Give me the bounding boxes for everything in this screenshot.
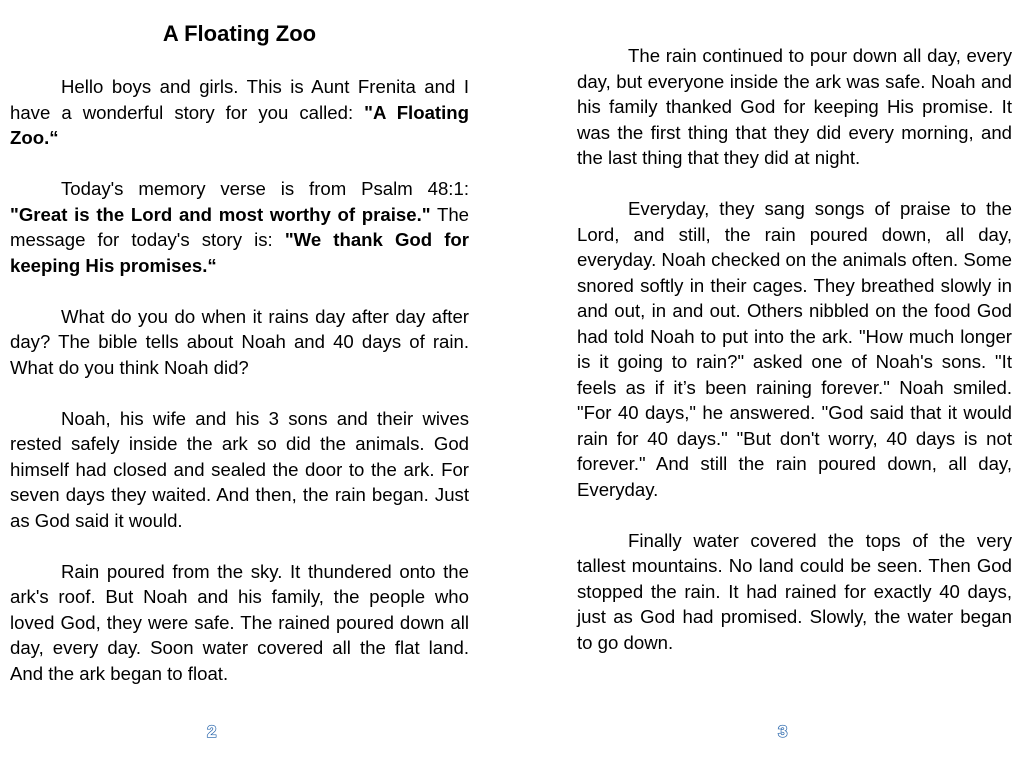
memory-verse-paragraph	[10, 176, 469, 278]
left-column	[10, 74, 469, 686]
intro-text: Hello boys and girls. This is Aunt Frenita and I have a wonderful story for you called:	[10, 76, 469, 123]
safe-paragraph: The rain continued to pour down all day, every day, but everyone inside the ark was safe. Noah and his family thanked God for keeping His promise. It was the first thing that they did every morning, and the last thing that they did at night.	[577, 45, 1012, 168]
message-intro: The message for today's story is:	[10, 203, 469, 250]
page-number-right: 3	[778, 722, 788, 741]
praise-paragraph: Everyday, they sang songs of praise to the Lord, and still, the rain poured down, all day, everyday. Noah checked on the animals often. Some snored softly in their cages. They breathed slowly in and out, in and out. Others nibbled on the food God had told Noah to put into the ark. "How much longer is it going to rain?" asked one of Noah's sons. "It feels as if it’s been raining forever." Noah smiled. "For 40 days," he answered. "God said that it would rain for 40 days." "But don't worry, 40 days is not forever." And still the rain poured down, all day, Everyday.	[577, 198, 1012, 500]
page-number-left: 2	[207, 722, 217, 741]
finally-paragraph: Finally water covered the tops of the very tallest mountains. No land could be seen. Then God stopped the rain. It had rained for exactly 40 days, just as God had promised. Slowly, the water began to go down.	[577, 529, 1012, 653]
intro-paragraph	[10, 74, 469, 151]
right-page	[577, 0, 1012, 768]
right-column	[577, 43, 1012, 655]
message-bold: "We thank God for keeping His promises.“	[10, 229, 469, 276]
story-title: A Floating Zoo	[162, 21, 317, 46]
ark-paragraph: Noah, his wife and his 3 sons and their wives rested safely inside the ark so did the animals. God himself had closed and sealed the door to the ark. For seven days they waited. And then, the rain began. Just as God said it would.	[10, 407, 469, 531]
memory-verse-bold: "Great is the Lord and most worthy of praise."	[10, 203, 431, 225]
memory-verse-intro: Today's memory verse is from Psalm 48:1:	[61, 178, 469, 199]
story-name-bold: "A Floating Zoo.“	[10, 101, 469, 148]
rain-paragraph: Rain poured from the sky. It thundered onto the ark's roof. But Noah and his family, the people who loved God, they were safe. The rained poured down all day, every day. Soon water covered all the flat land. And the ark began to float.	[10, 560, 469, 684]
left-page	[10, 0, 469, 768]
question-paragraph: What do you do when it rains day after day after day? The bible tells about Noah and 40 days of rain. What do you think Noah did?	[10, 305, 469, 378]
